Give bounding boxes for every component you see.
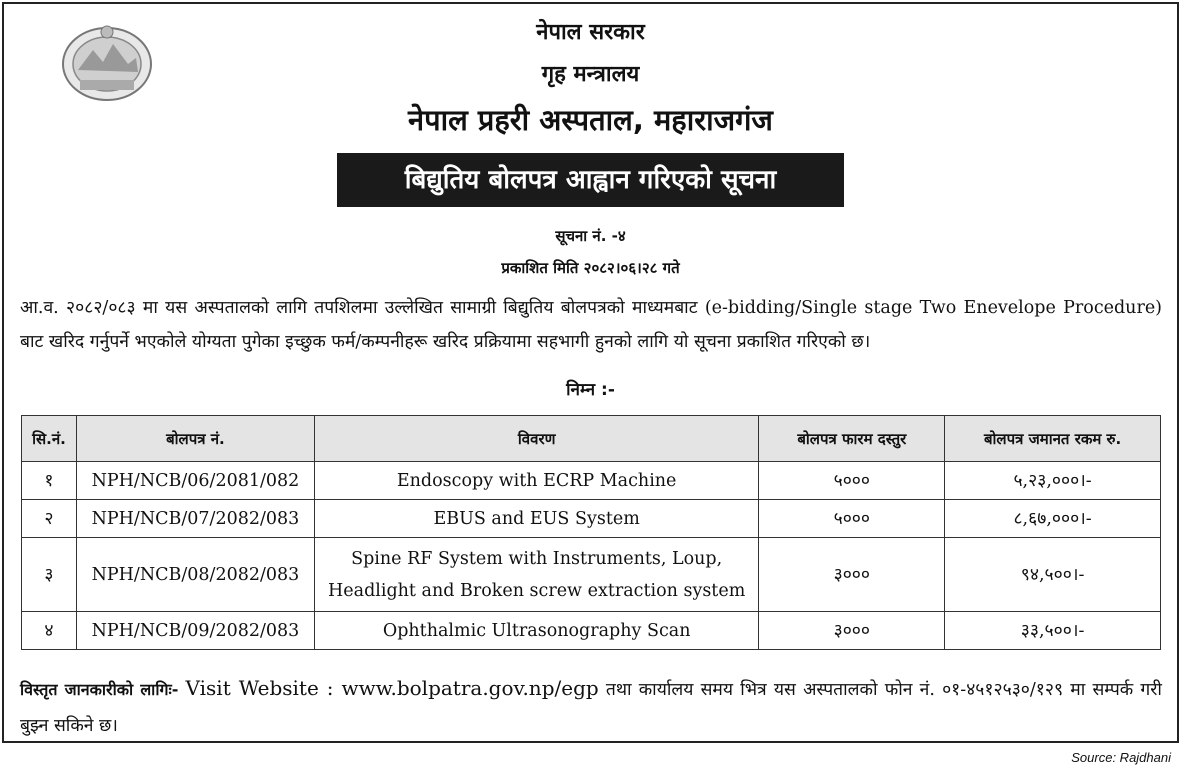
cell-bid-no: NPH/NCB/08/2082/083 [76, 538, 314, 612]
list-heading: निम्न :- [566, 380, 615, 400]
published-date: प्रकाशित मिति २०८२।०६।२८ गते [501, 259, 680, 277]
cell-form-fee: ५००० [759, 462, 945, 500]
cell-security-amount: ९४,५००।- [945, 538, 1161, 612]
website-link[interactable]: Visit Website : www.bolpatra.gov.np/egp [185, 676, 599, 700]
cell-security-amount: ८,६७,०००।- [945, 500, 1161, 538]
cell-description: Endoscopy with ECRP Machine [314, 462, 759, 500]
cell-description: Spine RF System with Instruments, Loup, Headlight and Broken screw extraction system [314, 538, 759, 612]
header-bid-no: बोलपत्र नं. [76, 416, 314, 462]
ministry-heading: गृह मन्त्रालय [541, 62, 640, 87]
cell-form-fee: ५००० [759, 500, 945, 538]
cell-form-fee: ३००० [759, 612, 945, 650]
cell-bid-no: NPH/NCB/07/2082/083 [76, 500, 314, 538]
source-credit: Source: Rajdhani [1071, 750, 1171, 765]
table-row [22, 538, 1161, 612]
footer-contact: तथा कार्यालय समय भित्र यस अस्पतालको फोन नं. ०१-४५१२५३०/१२९ मा सम्पर्क गरी बुझ्न सकिने छ। [20, 680, 1162, 736]
cell-security-amount: ५,२३,०००।- [945, 462, 1161, 500]
cell-description: Ophthalmic Ultrasonography Scan [314, 612, 759, 650]
notice-banner: बिद्युतिय बोलपत्र आह्वान गरिएको सूचना [337, 153, 844, 207]
cell-security-amount: ३३,५००।- [945, 612, 1161, 650]
header-form-fee: बोलपत्र फारम दस्तुर [759, 416, 945, 462]
hospital-heading: नेपाल प्रहरी अस्पताल, महाराजगंज [408, 103, 773, 137]
cell-description: EBUS and EUS System [314, 500, 759, 538]
table-row [22, 462, 1161, 500]
table-row [22, 612, 1161, 650]
cell-form-fee: ३००० [759, 538, 945, 612]
table-row [22, 500, 1161, 538]
cell-bid-no: NPH/NCB/09/2082/083 [76, 612, 314, 650]
cell-sn: १ [22, 462, 77, 500]
cell-sn: ३ [22, 538, 77, 612]
footer-info [20, 670, 1162, 744]
header-security-amount: बोलपत्र जमानत रकम रु. [945, 416, 1161, 462]
cell-sn: २ [22, 500, 77, 538]
tender-table [21, 415, 1161, 650]
header-sn: सि.नं. [22, 416, 77, 462]
cell-bid-no: NPH/NCB/06/2081/082 [76, 462, 314, 500]
notice-number: सूचना नं. -४ [555, 227, 626, 245]
footer-label: विस्तृत जानकारीको लागिः- [20, 680, 179, 699]
government-heading: नेपाल सरकार [536, 20, 645, 45]
header-description: विवरण [314, 416, 759, 462]
cell-sn: ४ [22, 612, 77, 650]
intro-paragraph: आ.व. २०८२/०८३ मा यस अस्पतालको लागि तपशिलमा उल्लेखित सामाग्री बिद्युतिय बोलपत्रको माध्यमबाट (e-bidding/Single stage Two Enevelope Procedure) बाट खरिद गर्नुपर्ने भएकोले योग्यता पुगेका इच्छुक फर्म/कम्पनीहरू खरिद प्रक्रियामा सहभागी हुनको लागि यो सूचना प्रकाशित गरिएको छ। [20, 298, 1162, 352]
table-header-row [22, 416, 1161, 462]
